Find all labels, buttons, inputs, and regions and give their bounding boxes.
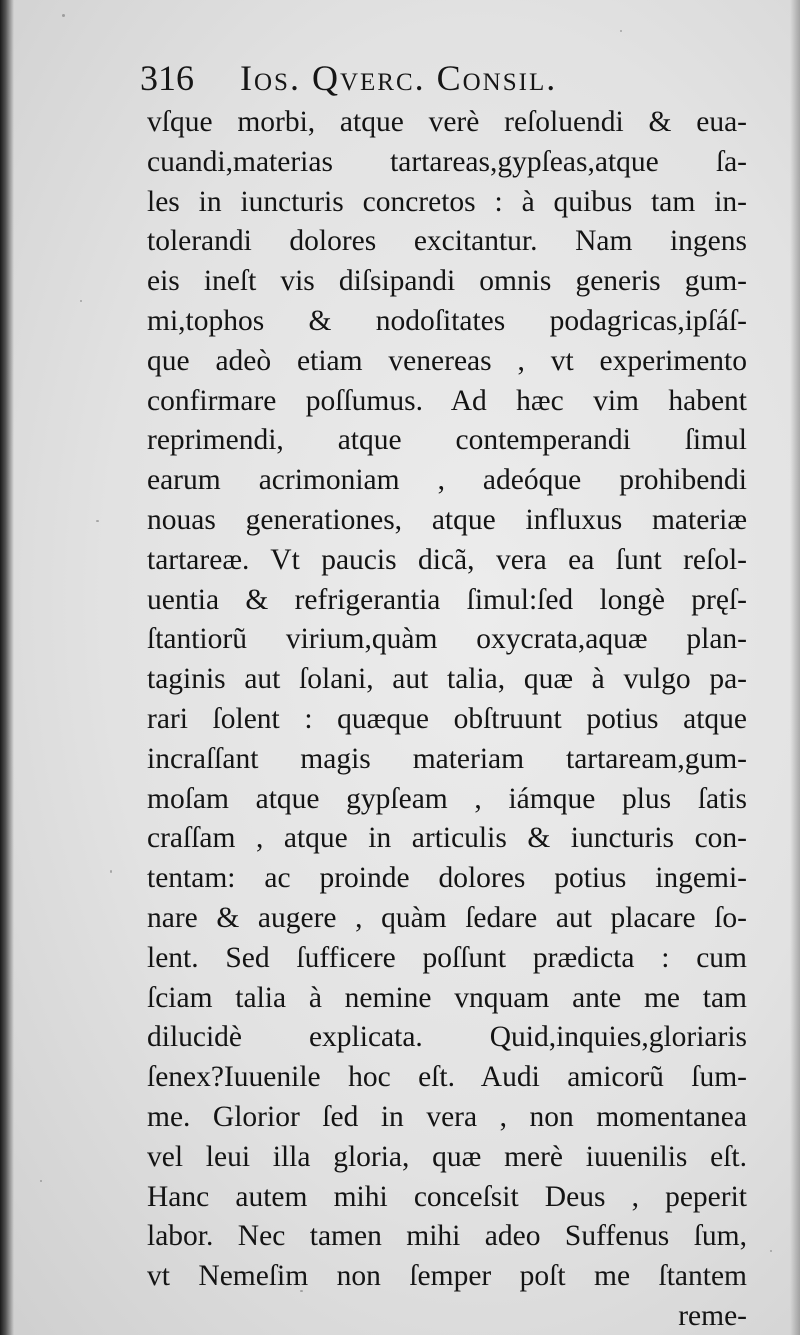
text-line: eis ineſt vis diſsipandi omnis generis gum- (147, 265, 747, 298)
text-line: dilucidè explicata. Quid,inquies,gloriaris (147, 1021, 747, 1054)
page-header (140, 56, 740, 100)
text-line: ſtantiorũ virium,quàm oxycrata,aquæ plan- (147, 623, 747, 656)
text-line: ſenex?Iuuenile hoc eſt. Audi amicorũ ſum- (147, 1061, 747, 1094)
text-line: nare & augere , quàm ſedare aut placare ſo- (147, 901, 747, 934)
text-line: tentam: ac proinde dolores potius ingemi- (147, 862, 747, 895)
text-line: confirmare poſſumus. Ad hæc vim habent (147, 384, 747, 417)
text-line: tartareæ. Vt paucis dicã, vera ea ſunt reſol- (147, 543, 747, 576)
text-line: les in iuncturis concretos : à quibus tam in- (147, 185, 747, 218)
text-line: tolerandi dolores excitantur. Nam ingens (147, 225, 747, 258)
text-line: vt Nemeſim non ſemper poſt me ſtantem (147, 1260, 747, 1293)
text-line: reprimendi, atque contemperandi ſimul (147, 424, 747, 457)
text-line: nouas generationes, atque influxus materiæ (147, 503, 747, 536)
text-line: rari ſolent : quæque obſtruunt potius atque (147, 702, 747, 735)
catchword: reme- (678, 1299, 747, 1332)
text-line: incraſſant magis materiam tartaream,gum- (147, 742, 747, 775)
text-line: ſciam talia à nemine vnquam ante me tam (147, 981, 747, 1014)
text-line: me. Glorior ſed in vera , non momentanea (147, 1100, 747, 1133)
text-line: Hanc autem mihi conceſsit Deus , peperit (147, 1180, 747, 1213)
page-number: 316 (140, 58, 194, 98)
text-line: mi,tophos & nodoſitates podagricas,ipſáſ- (147, 304, 747, 337)
text-line: cuandi,materias tartareas,gypſeas,atque ſa- (147, 145, 747, 178)
text-line: craſſam , atque in articulis & iuncturis con- (147, 822, 747, 855)
text-line: taginis aut ſolani, aut talia, quæ à vulgo pa- (147, 663, 747, 696)
text-line: lent. Sed ſufficere poſſunt prædicta : cum (147, 941, 747, 974)
text-line: vſque morbi, atque verè reſoluendi & eua- (147, 106, 747, 138)
text-line: labor. Nec tamen mihi adeo Suffenus ſum, (147, 1220, 747, 1253)
text-line: uentia & refrigerantia ſimul:ſed longè pręſ- (147, 583, 747, 616)
text-line: vel leui illa gloria, quæ merè iuuenilis eſt. (147, 1140, 747, 1173)
body-text (147, 103, 747, 1335)
text-line: earum acrimoniam , adeóque prohibendi (147, 464, 747, 497)
text-line: que adeò etiam venereas , vt experimento (147, 344, 747, 377)
running-head: Ios. Qverc. Consil. (240, 58, 558, 98)
text-line: moſam atque gypſeam , iámque plus ſatis (147, 782, 747, 815)
